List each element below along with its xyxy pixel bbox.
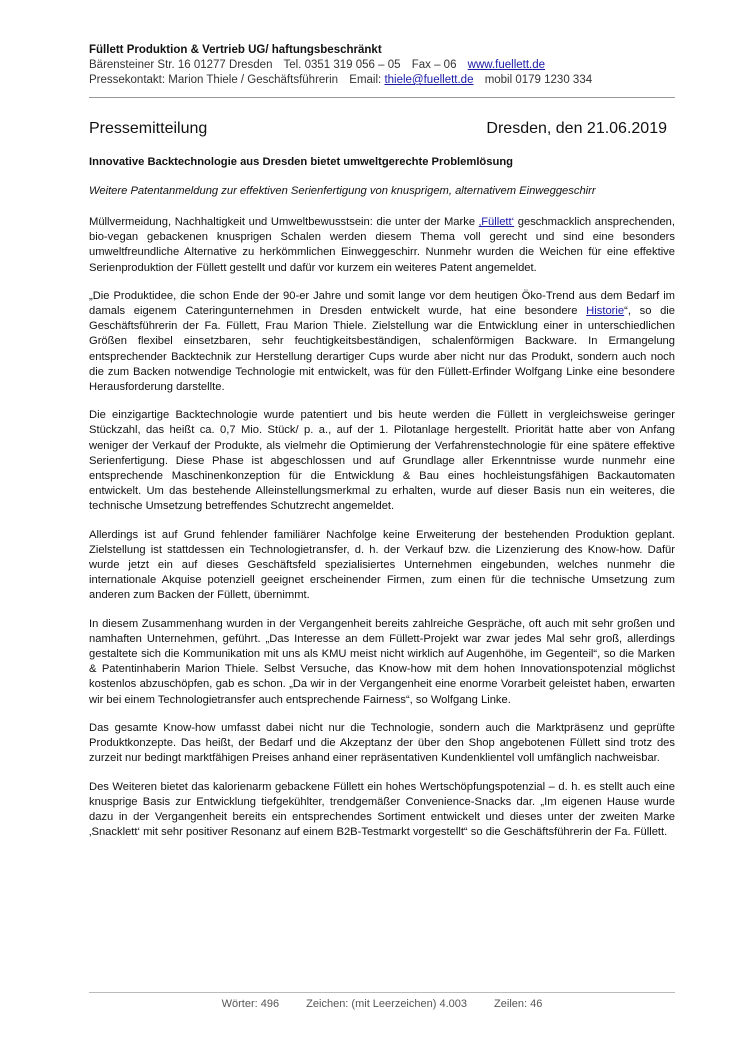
mobile-number: mobil 0179 1230 334 [484,74,593,86]
paragraph-text: geschmacklich ansprechenden, bio-vegan gebackenen knusprigen Schalen werden diesem Thema voll gerecht und sind eine besonders umweltfreundliche Alternative zu herkömmlichen Einweggeschirr. Nunmehr wurden die Weichen für eine effektive Serienproduktion der Füllett gestellt und dafür vor kurzem ein weiteres Patent angemeldet. [89,216,676,274]
char-count: Zeichen: (mit Leerzeichen) 4.003 [306,998,467,1010]
email-label: Email: [349,74,382,86]
word-count: Wörter: 496 [221,998,280,1010]
place-date: Dresden, den 21.06.2019 [486,120,667,137]
word-count-footer [89,998,675,1010]
fax-number: Fax – 06 [411,59,457,71]
phone-number: Tel. 0351 319 056 – 05 [283,59,401,71]
paragraph: Des Weiteren bietet das kalorienarm gebackene Füllett ein hohes Wertschöpfungspotenzial – d. h. es stellt auch eine knusprige Basis zur Entwicklung tiefgekühlter, trendgemäßer Convenience-Snacks dar. „Im eigenen Hause wurde dazu in der Vergangenheit bereits ein entsprechendes Sortiment entwickelt und dieses unter der zweiten Marke ‚Snacklett‘ mit sehr positiver Resonanz auf einem B2B-Testmarkt vorgestellt“ so die Geschäftsführerin der Fa. Füllett. [89,780,675,839]
paragraph-text: „Die Produktidee, die schon Ende der 90-er Jahre und somit lange vor dem heutigen Öko-Trend aus dem Bedarf im damals eigenem Cateringunternehmen in Dresden entwickelt wurde, hat eine besondere [89,289,675,318]
paragraph: Allerdings ist auf Grund fehlender familiärer Nachfolge keine Erweiterung der bestehenden Produktion geplant. Zielstellung ist stattdessen ein Technologietransfer, d. h. der Verkauf bzw. die Lizenzierung des Know-how. Dafür wurde jetzt ein auf dieses Geschäftsfeld spezialisiertes Unternehmen eingebunden, welches nunmehr die internationale Akquise potenziell geeignet erscheinender Firmen, zum einen für die technische Umsetzung zum anderen zum Backen der Füllett, übernimmt. [89,528,675,602]
subheadline: Weitere Patentanmeldung zur effektiven Serienfertigung von knusprigem, alternativem Einweggeschirr [89,185,596,197]
press-contact-line [89,74,679,86]
title-row [89,120,667,138]
paragraph: In diesem Zusammenhang wurden in der Vergangenheit bereits zahlreiche Gespräche, oft auch mit sehr großen und namhaften Unternehmen, geführt. „Das Interesse an dem Füllett-Projekt war zwar jedes Mal sehr groß, allerdings gestaltete sich die Kommunikation mit uns als KMU meist nicht wirklich auf Augenhöhe, im Gegenteil“, so die Marken & Patentinhaberin Marion Thiele. Selbst Versuche, das Know-how mit dem hohen Innovationspotenzial möglichst kostenlos abzuschöpfen, gab es schon. „Da wir in der Vergangenheit eine enorme Vorarbeit geleistet haben, erwarten wir bei einem Technologietransfer auch entsprechende Fairness“, so Wolfgang Linke. [89,617,675,706]
email-link[interactable]: thiele@fuellett.de [384,74,474,86]
paragraph: Die einzigartige Backtechnologie wurde patentiert und bis heute werden die Füllett in vergleichsweise geringer Stückzahl, das heißt ca. 0,7 Mio. Stück/ p. a., auf der 1. Pilotanlage hergestellt. Priorität hatte aber von Anfang weniger der Verkauf der Produkte, als vielmehr die Optimierung der Verfahrenstechnologie für eine spätere effektive Serienfertigung. Diese Phase ist abgeschlossen und auf Grundlage aller Erkenntnisse wurde nunmehr eine entsprechende Maschinenkonzeption für die Entwicklung & Bau eines hochleistungsfähigen Backautomaten entwickelt. Um das bestehende Alleinstellungsmerkmal zu erhalten, wurde auf dieser Basis nun ein weiteres, die technische Umsetzung betreffendes Schutzrecht angemeldet. [89,409,675,513]
paragraph [89,289,675,395]
paragraph: Das gesamte Know-how umfasst dabei nicht nur die Technologie, sondern auch die Marktpräsenz und geprüfte Produktkonzepte. Das heißt, der Bedarf und die Akzeptanz der über den Shop angebotenen Füllett sind trotz des zurzeit nur bedingt marktfähigen Preises anhand einer repräsentativen Kundenklientel voll umfänglich nachweisbar. [89,721,675,765]
historie-link[interactable]: Historie [586,305,625,318]
website-link[interactable]: www.fuellett.de [467,59,546,71]
headline: Innovative Backtechnologie aus Dresden bietet umweltgerechte Problemlösung [89,156,513,168]
address-line [89,59,679,71]
paragraph-text: Müllvermeidung, Nachhaltigkeit und Umweltbewusstsein: die unter der Marke [89,216,479,228]
paragraph-text: “, so die Geschäftsführerin der Fa. Füllett, Frau Marion Thiele. Zielstellung war die Entwicklung einer in unterschiedlichen Größen flexibel einsetzbaren, sehr feuchtigkeitsbeständigen, schalenförmigen Backware. In Ermangelung entsprechender Backtechnik zur Herstellung derartiger Cups wurde aber nicht nur das Produkt, sondern auch noch die zum Backen notwendige Technologie mit entwickelt, was für den Füllett-Erfinder Wolfgang Linke eine besondere Herausforderung darstellte. [89,305,676,394]
body-text [89,215,675,853]
line-count: Zeilen: 46 [494,998,543,1010]
press-contact: Pressekontakt: Marion Thiele / Geschäftsführerin [89,74,339,86]
street-address: Bärensteiner Str. 16 01277 Dresden [89,59,273,71]
footer-divider [89,992,675,993]
header-divider [89,97,675,98]
fuellett-brand-link[interactable]: ‚Füllett‘ [478,216,515,228]
paragraph [89,215,675,276]
document-type: Pressemitteilung [89,120,208,137]
company-name: Füllett Produktion & Vertrieb UG/ haftungsbeschränkt [89,44,382,56]
